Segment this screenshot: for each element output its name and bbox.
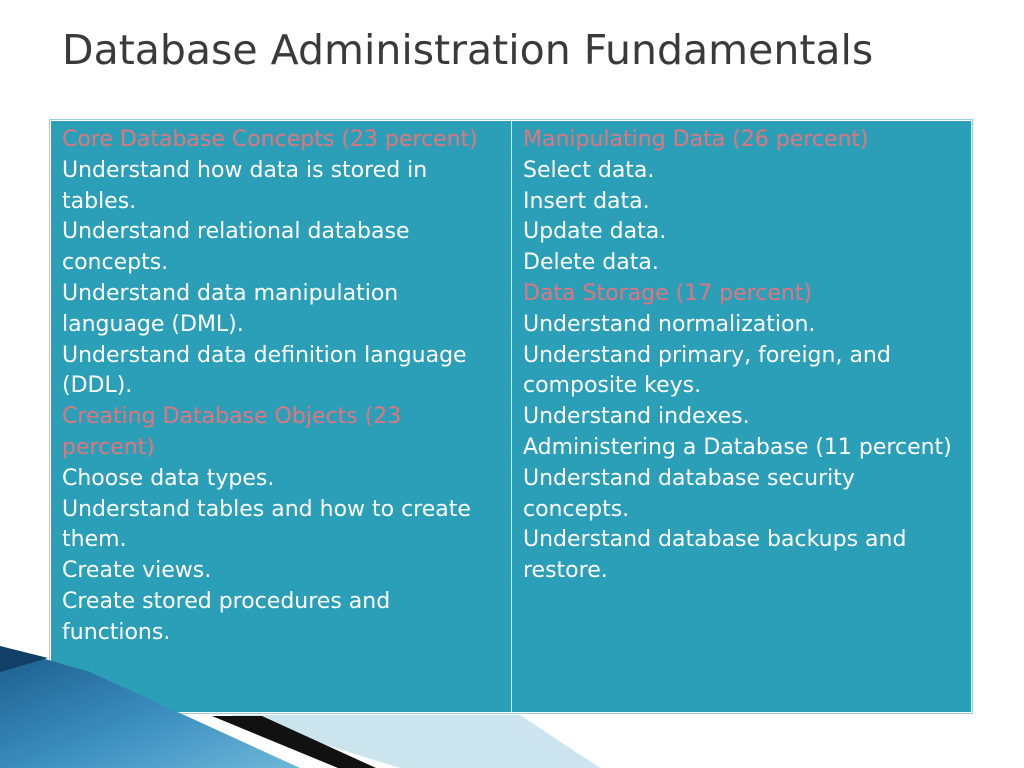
topic-item: Understand data manipulation language (DML). — [62, 280, 399, 337]
section-heading: Core Database Concepts (23 percent) — [62, 127, 478, 152]
slide-title: Database Administration Fundamentals — [62, 26, 874, 74]
topic-item: Insert data. — [523, 188, 650, 214]
swoosh-dark-wedge — [0, 646, 48, 672]
swoosh-light-band — [230, 715, 600, 768]
topic-item: Select data. — [523, 157, 655, 183]
topic-item: Create stored procedures and functions. — [62, 588, 391, 645]
topic-item: Understand primary, foreign, and composite keys. — [523, 342, 891, 399]
swoosh-dark-band — [212, 716, 376, 768]
topic-item: Choose data types. — [62, 465, 275, 491]
topic-item: Understand data definition language (DDL). — [62, 342, 467, 399]
topic-item: Understand normalization. — [523, 311, 816, 337]
topic-item: Understand relational database concepts. — [62, 219, 410, 276]
topic-item: Understand how data is stored in tables. — [62, 157, 428, 214]
table-row — [51, 121, 972, 713]
topic-item: Understand database backups and restore. — [523, 527, 907, 584]
right-column-cell — [512, 121, 972, 713]
section-heading: Manipulating Data (26 percent) — [523, 127, 869, 152]
topic-item: Update data. — [523, 219, 667, 245]
topic-item: Administering a Database (11 percent) — [523, 434, 952, 460]
section-heading: Data Storage (17 percent) — [523, 280, 813, 306]
left-column-cell — [51, 121, 512, 713]
section-heading: Creating Database Objects (23 percent) — [62, 404, 402, 460]
topic-item: Delete data. — [523, 250, 659, 276]
topic-item: Create views. — [62, 558, 212, 584]
topic-item: Understand database security concepts. — [523, 465, 855, 522]
topic-item: Understand tables and how to create them. — [62, 496, 471, 553]
topics-table — [50, 120, 972, 713]
topic-item: Understand indexes. — [523, 404, 750, 430]
